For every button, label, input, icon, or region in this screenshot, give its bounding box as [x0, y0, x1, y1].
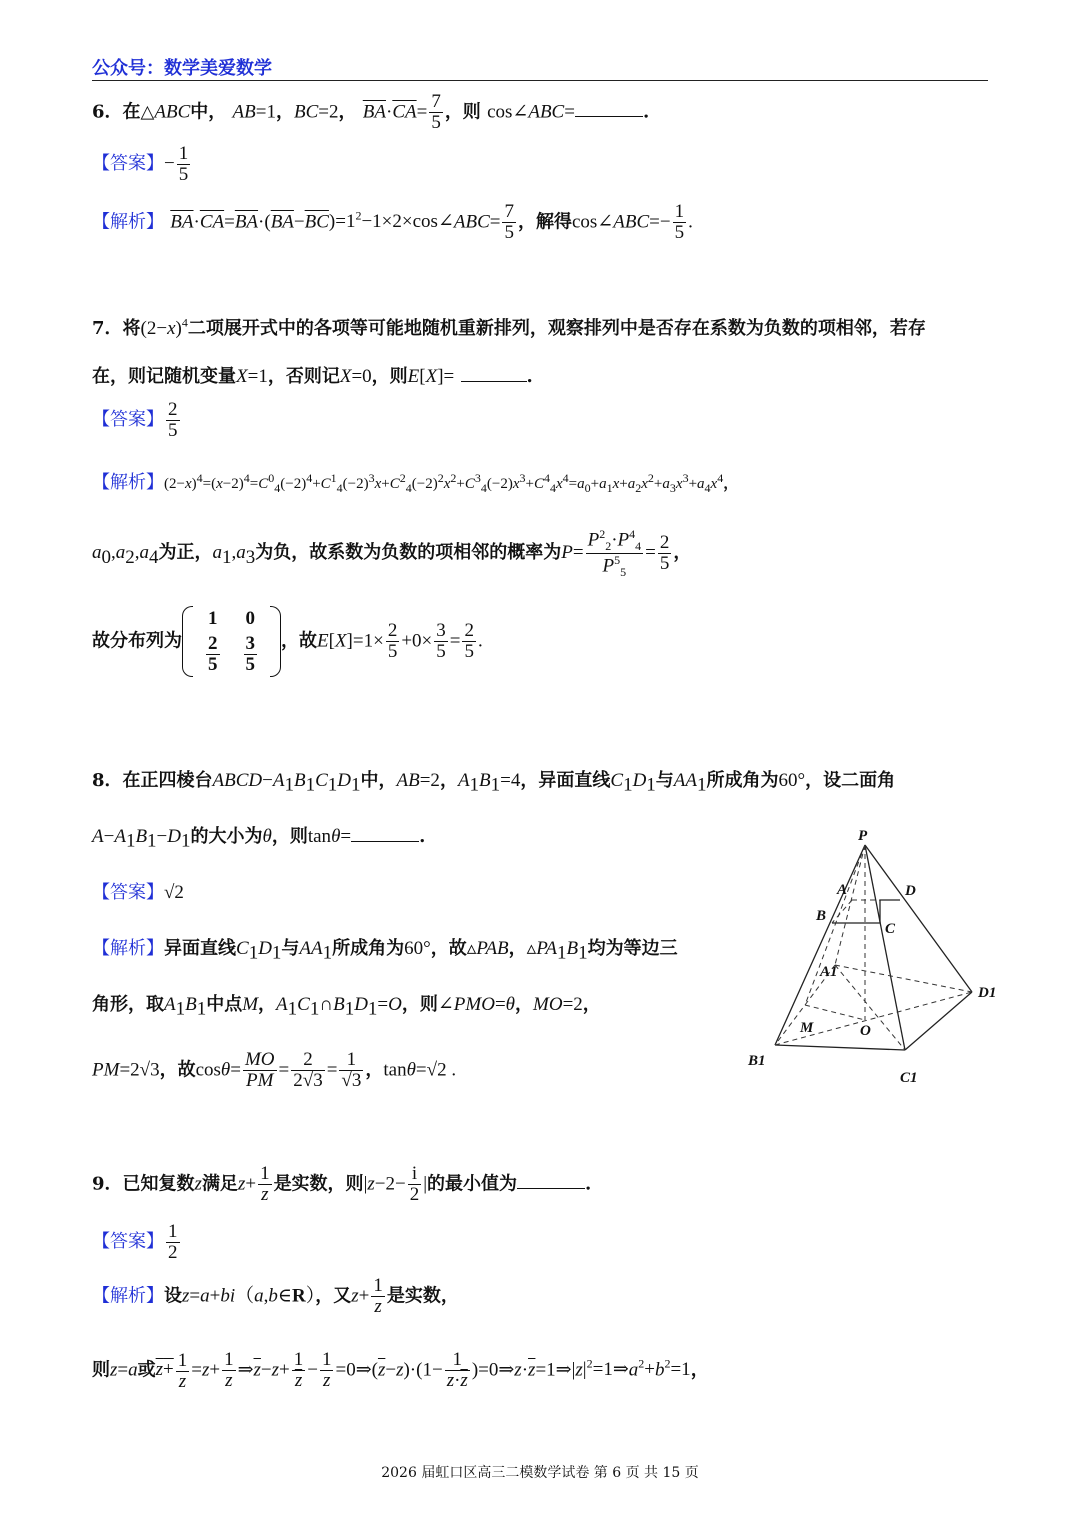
question-7-analysis-line3: 故分布列为 1 0 $\frac{2}{5}$ $\frac{3}{5}$ ，故E[X]=1× $\frac{2}{5}$ +0× $\frac{3}{5}$ = $\frac{2}{5}$ . [92, 608, 483, 675]
question-6-answer: 【答案】− $\frac{1}{5}$ [92, 143, 189, 185]
label-O: O [860, 1023, 871, 1039]
question-9-analysis-line1: 【解析】设z=a+bi（a,b∈R），又z+ $\frac{1}{z}$ 是实数， [92, 1275, 459, 1317]
question-8-stem-line1: 8．在正四棱台$ABCD-A_1B_1C_1D_1$中，AB=2，$A_1B_1=4$，异面直线$C_1D_1$与$AA_1$所成角为60°，设二面角 [92, 770, 896, 796]
header-divider [92, 80, 988, 81]
question-9-answer: 【答案】 $\frac{1}{2}$ [92, 1221, 178, 1263]
question-8-analysis-line2: 角形，取$A_1B_1$中点M，$A_1C_1\cap B_1D_1=O$，则∠PMO=θ，MO=2， [92, 994, 601, 1020]
label-B1: B1 [748, 1053, 766, 1069]
label-A: A [837, 882, 848, 898]
page-header-title: 公众号：数学美爱数学 [92, 58, 272, 79]
label-P: P [858, 828, 868, 844]
label-M: M [800, 1020, 814, 1036]
question-9-analysis-line2: 则z=a或z+ $\frac{1}{z}$ =z+ $\frac{1}{z}$ $\Rightarrow\overline{z}-z+$ $\frac{1}{z}$ − $\frac{1}{z}$ $=0\Rightarrow(\overline{z}-z)\cdot(1-$ $\frac{1}{z\cdot\overline{z}}$ )$=0\Rightarrow z\cdot\overline{z}=1\Rightarrow|z|^2=1\Rightarrow a^2+b^2=1$， [92, 1349, 709, 1392]
label-B: B [816, 908, 827, 924]
page-footer: 2026 届虹口区高三二模数学试卷 第 6 页 共 15 页 [381, 1465, 699, 1481]
label-D1: D1 [978, 985, 997, 1001]
question-7-analysis-line1: 【解析】$(2-x)^4=(x-2)^4=C^0_4(-2)^4+C^1_4(-2)^3x+C^2_4(-2)^2x^2+C^3_4(-2)x^3+C^4_4x^4=a_0+a_1x+a_2x^2+a_3x^3+a_4x^4$， [92, 471, 739, 495]
question-7-stem-line1: 7．将$(2-x)^4$二项展开式中的各项等可能地随机重新排列，观察排列中是否存在系数为负数的项相邻，若存 [92, 315, 926, 339]
label-C1: C1 [900, 1070, 918, 1086]
question-8-analysis-line1: 【解析】异面直线$C_1D_1$与$AA_1$所成角为60°，故▵PAB，$▵PA_1B_1$均为等边三 [92, 938, 678, 964]
edge-P-D1 [865, 845, 972, 992]
pyramid-frustum-figure [740, 820, 1030, 1090]
question-7-analysis-line2: $a_0,a_2,a_4$为正，$a_1,a_3$为负，故系数为负数的项相邻的概率为P= $\frac{P^2_2\cdot P^4_4}{P^5_5}$ = $\frac{2}{5}$ ， [92, 527, 692, 579]
question-6-analysis: 【解析】 $\overline{BA}\cdot\overline{CA}=\overline{BA}\cdot(\overline{BA}-\overline{BC})=1^2-1\times 2\times\cos\angle ABC=$ $\frac{7}{5}$ ，解得cos∠ABC=− $\frac{1}{5}$ . [92, 201, 693, 243]
question-9-stem: 9．已知复数z满足z+ $\frac{1}{z}$ 是实数，则|z−2− $\frac{i}{2}$ |的最小值为 . [92, 1163, 592, 1205]
label-C: C [885, 921, 896, 937]
question-7-answer: 【答案】 $\frac{2}{5}$ [92, 399, 178, 441]
question-8-answer: 【答案】√2 [92, 882, 184, 903]
label-A1: A1 [820, 964, 838, 980]
label-D: D [905, 883, 916, 899]
edge-P-B1 [775, 845, 865, 1045]
question-8-stem-line2: $A-A_1B_1-D_1$的大小为θ，则tanθ= . [92, 826, 426, 852]
question-6-stem: 6．在△ABC中， AB=1，BC=2， $\overline{BA}\cdot\overline{CA}=$ $\frac{7}{5}$ ，则 cos∠ABC= . [92, 91, 650, 133]
question-7-stem-line2: 在，则记随机变量X=1，否则记X=0，则E[X]= . [92, 366, 533, 387]
question-8-analysis-line3: PM=2√3，故cosθ= $\frac{MO}{PM}$ = $\frac{2}{2√3}$ = $\frac{1}{√3}$ ，tanθ=√2 . [92, 1049, 457, 1091]
distribution-matrix: 1 0 $\frac{2}{5}$ $\frac{3}{5}$ [182, 606, 281, 677]
